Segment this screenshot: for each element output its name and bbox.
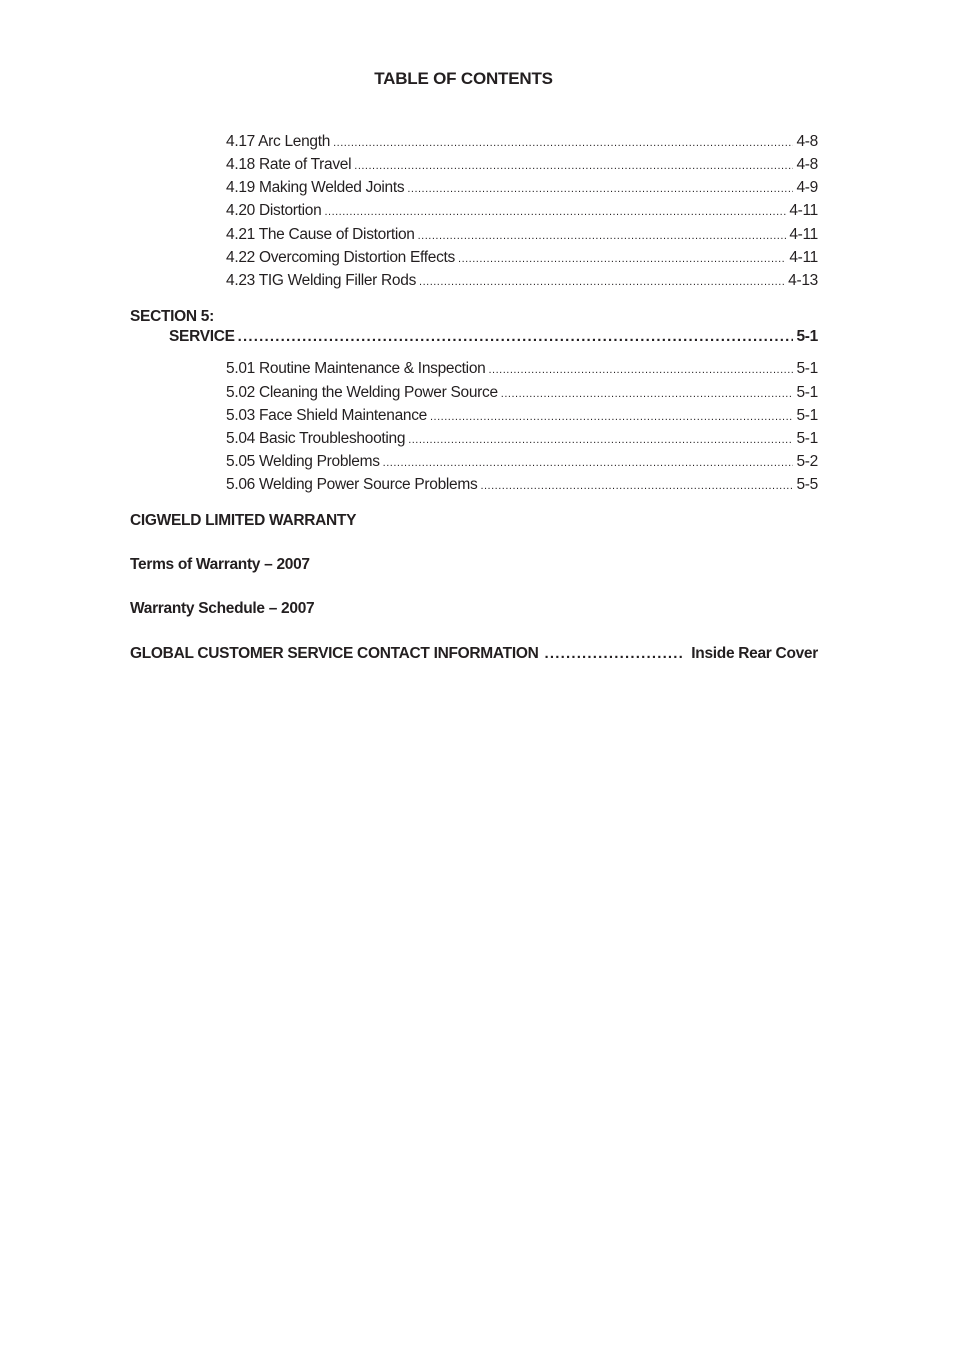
toc-entry[interactable] [226, 133, 818, 153]
global-contact-label: GLOBAL CUSTOMER SERVICE CONTACT INFORMATION [130, 645, 539, 662]
toc-entry-label: 4.18 Rate of Travel [226, 156, 352, 173]
dot-leader [333, 137, 793, 149]
dot-leader [430, 411, 793, 423]
toc-entry-label: 4.17 Arc Length [226, 133, 331, 150]
toc-entry-page: 4-11 [789, 249, 818, 266]
toc-entry-page: 4-11 [789, 226, 818, 243]
warranty-schedule[interactable]: Warranty Schedule – 2007 [130, 600, 315, 617]
toc-entry[interactable] [226, 360, 818, 380]
global-contact-page: Inside Rear Cover [691, 645, 818, 662]
global-contact-row[interactable] [130, 645, 818, 665]
toc-entry[interactable] [226, 272, 818, 292]
toc-entry-label: 4.22 Overcoming Distortion Effects [226, 249, 456, 266]
warranty-heading[interactable]: CIGWELD LIMITED WARRANTY [130, 512, 357, 529]
warranty-terms[interactable]: Terms of Warranty – 2007 [130, 556, 310, 573]
toc-entry-page: 5-5 [796, 476, 818, 493]
dot-leader [238, 328, 794, 345]
toc-entry[interactable] [226, 476, 818, 496]
toc-entry[interactable] [226, 202, 818, 222]
dot-leader [544, 645, 685, 662]
dot-leader [419, 276, 785, 288]
dot-leader [408, 434, 793, 446]
dot-leader [383, 457, 794, 469]
section-5-heading: SECTION 5: [130, 308, 214, 325]
toc-entry-page: 5-1 [796, 430, 818, 447]
toc-entry-page: 4-9 [796, 179, 818, 196]
toc-entry-page: 4-8 [796, 133, 818, 150]
section-5-title-row[interactable] [169, 328, 818, 348]
toc-entry[interactable] [226, 407, 818, 427]
dot-leader [354, 160, 793, 172]
toc-entry-label: 4.23 TIG Welding Filler Rods [226, 272, 417, 289]
dot-leader [480, 480, 793, 492]
toc-entry-page: 5-2 [796, 453, 818, 470]
toc-entry-page: 5-1 [796, 360, 818, 377]
dot-leader [488, 364, 793, 376]
dot-leader [324, 206, 786, 218]
toc-entry[interactable] [226, 226, 818, 246]
toc-entry[interactable] [226, 430, 818, 450]
toc-entry-page: 5-1 [796, 407, 818, 424]
toc-entry[interactable] [226, 179, 818, 199]
toc-entry-label: 5.02 Cleaning the Welding Power Source [226, 384, 498, 401]
dot-leader [501, 388, 794, 400]
toc-entry[interactable] [226, 156, 818, 176]
toc-entry-label: 4.19 Making Welded Joints [226, 179, 405, 196]
toc-entry-label: 5.01 Routine Maintenance & Inspection [226, 360, 486, 377]
toc-entry-label: 5.03 Face Shield Maintenance [226, 407, 427, 424]
dot-leader [407, 183, 793, 195]
toc-entry[interactable] [226, 249, 818, 269]
section-5-page: 5-1 [796, 328, 818, 345]
toc-entry-page: 4-8 [796, 156, 818, 173]
toc-entry-label: 5.05 Welding Problems [226, 453, 380, 470]
toc-entry-label: 4.21 The Cause of Distortion [226, 226, 415, 243]
toc-entry-page: 4-11 [789, 202, 818, 219]
toc-entry[interactable] [226, 384, 818, 404]
dot-leader [418, 230, 787, 242]
toc-entry-page: 5-1 [796, 384, 818, 401]
toc-entry-page: 4-13 [788, 272, 818, 289]
toc-entry[interactable] [226, 453, 818, 473]
toc-entry-label: 4.20 Distortion [226, 202, 322, 219]
toc-entry-label: 5.06 Welding Power Source Problems [226, 476, 478, 493]
dot-leader [458, 253, 786, 265]
section-5-title: SERVICE [169, 328, 235, 345]
toc-entry-label: 5.04 Basic Troubleshooting [226, 430, 406, 447]
page-title: TABLE OF CONTENTS [374, 69, 553, 88]
